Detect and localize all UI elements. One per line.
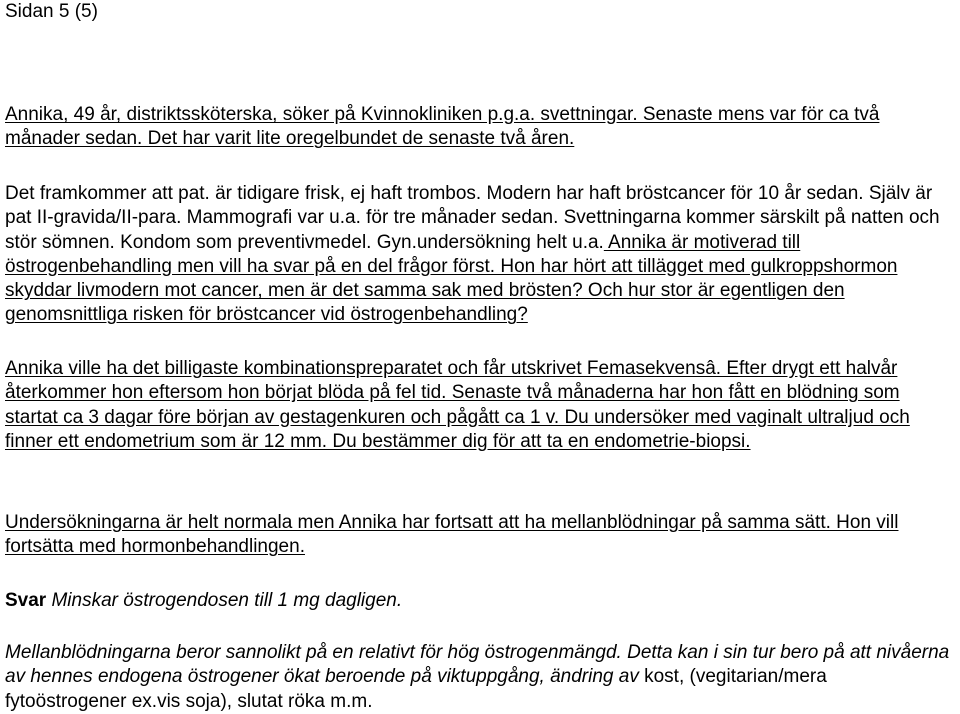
results-paragraph <box>5 511 950 560</box>
answer-label: Svar <box>5 590 47 611</box>
explanation-italic-text: Mellanblödningarna beror sannolikt på en relativt för hög östrogenmängd. Detta kan i sin tur bero på att nivåerna av hennes endogena östrogener ökat beroende på viktuppgång, ändring av <box>5 642 950 688</box>
answer-paragraph <box>5 589 950 613</box>
followup-paragraph <box>5 357 950 454</box>
case-intro-text: Annika, 49 år, distriktssköterska, söker på Kvinnokliniken p.g.a. svettningar. Senaste mens var för ca två månader sedan. Det har varit lite oregelbundet de senaste två åren. <box>5 104 880 150</box>
answer-text: Minskar östrogendosen till 1 mg dagligen. <box>46 590 403 611</box>
results-text: Undersökningarna är helt normala men Annika har fortsatt att ha mellanblödningar på samma sätt. Hon vill fortsätta med hormonbehandlingen. <box>5 512 899 558</box>
case-question-text: Annika är motiverad till östrogenbehandling men vill ha svar på en del frågor först. Hon har hört att tillägget med gulkroppshormon skyddar livmodern mot cancer, men är det samma sak med brösten? Och hur stor är egentligen den genomsnittliga risken för bröstcancer vid östrogenbehandling? <box>5 231 898 326</box>
explanation-plain-text: kost, (vegitarian/mera fytoöstrogener ex.vis soja), slutat röka m.m. <box>5 666 827 712</box>
page-number-label: Sidan 5 (5) <box>5 1 98 22</box>
case-history-text: Det framkommer att pat. är tidigare frisk, ej haft trombos. Modern har haft bröstcancer för 10 år sedan. Själv är pat II-gravida/II-para. Mammografi var u.a. för tre månader sedan. Svettningarna kommer särskilt på natten och stör sömnen. Kondom som preventivmedel. Gyn.undersökning helt u.a. <box>5 183 940 253</box>
followup-text: Annika ville ha det billigaste kombinationspreparatet och får utskrivet Femasekvensâ. Efter drygt ett halvår återkommer hon eftersom hon börjat blöda på fel tid. Senaste två månaderna har hon fått en blödning som startat ca 3 dagar före början av gestagenkuren och pågått ca 1 v. Du undersöker med vaginalt ultraljud och finner ett endometrium som är 12 mm. Du bestämmer dig för att ta en endometrie-biopsi. <box>5 358 910 452</box>
explanation-paragraph <box>5 641 950 714</box>
case-intro-paragraph <box>5 103 950 152</box>
case-history-paragraph <box>5 182 950 328</box>
